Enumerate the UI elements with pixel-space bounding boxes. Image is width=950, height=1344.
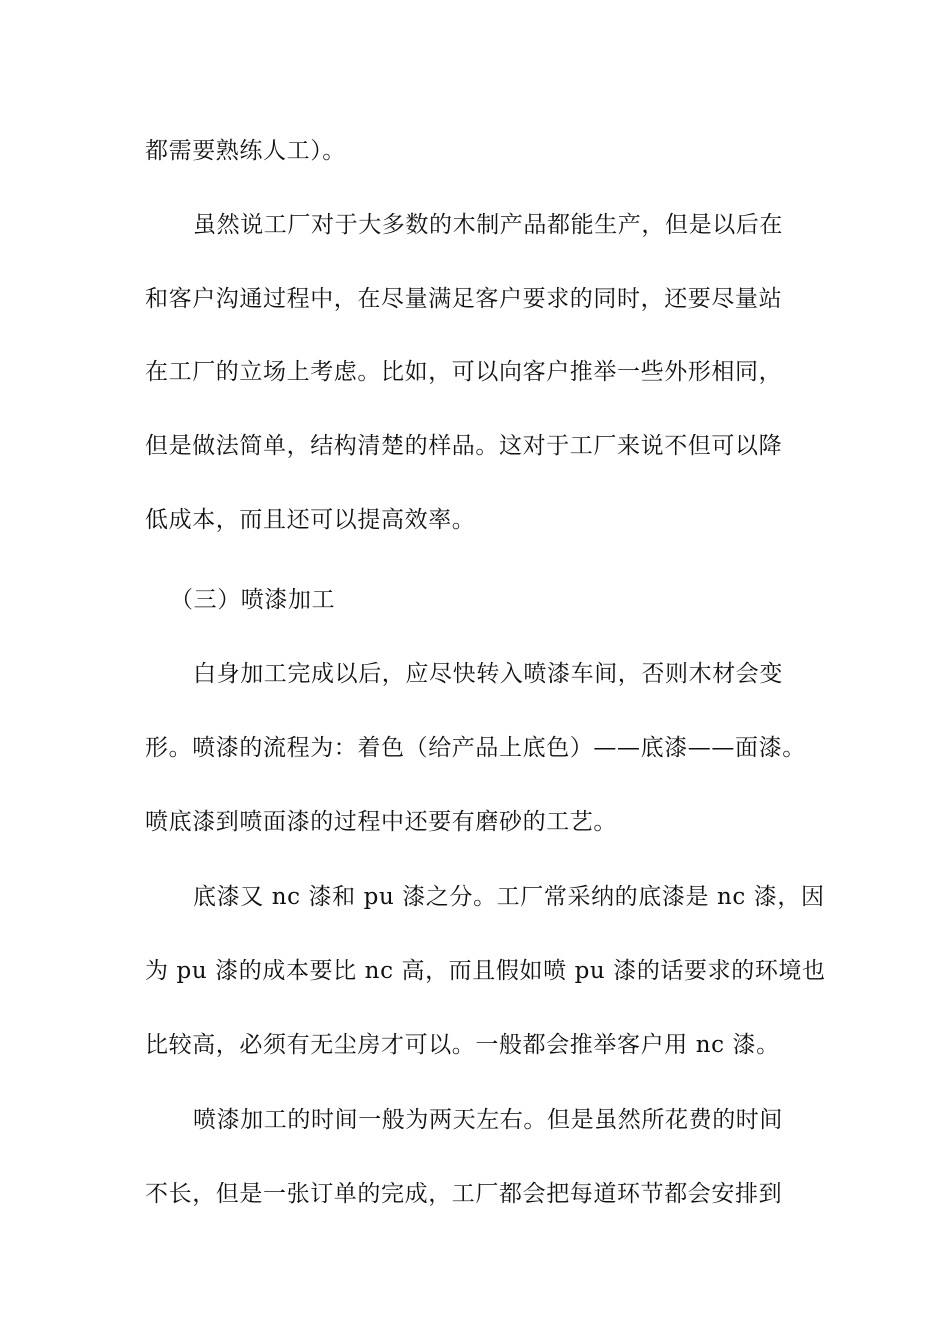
text-line: 为 pu 漆的成本要比 nc 高，而且假如喷 pu 漆的话要求的环境也 xyxy=(145,958,826,984)
text-line: 都需要熟练人工）。 xyxy=(145,138,346,164)
paragraph-first-line: 白身加工完成以后，应尽快转入喷漆车间，否则木材会变 xyxy=(193,661,783,687)
paragraph-first-line: 喷漆加工的时间一般为两天左右。但是虽然所花费的时间 xyxy=(193,1107,783,1133)
text-line: 和客户沟通过程中，在尽量满足客户要求的同时，还要尽量站 xyxy=(145,286,783,312)
text-line: 喷底漆到喷面漆的过程中还要有磨砂的工艺。 xyxy=(145,809,617,835)
text-line: 不长，但是一张订单的完成，工厂都会把每道环节都会安排到 xyxy=(145,1181,783,1207)
text-line: 形。喷漆的流程为：着色（给产品上底色）——底漆——面漆。 xyxy=(145,735,806,761)
paragraph-first-line: 虽然说工厂对于大多数的木制产品都能生产，但是以后在 xyxy=(193,212,783,238)
section-heading: （三）喷漆加工 xyxy=(170,587,336,613)
text-line: 在工厂的立场上考虑。比如，可以向客户推举一些外形相同， xyxy=(145,359,783,385)
paragraph-first-line: 底漆又 nc 漆和 pu 漆之分。工厂常采纳的底漆是 nc 漆，因 xyxy=(193,884,825,910)
text-line: 比较高，必须有无尘房才可以。一般都会推举客户用 nc 漆。 xyxy=(145,1032,780,1058)
text-line: 但是做法简单，结构清楚的样品。这对于工厂来说不但可以降 xyxy=(145,433,783,459)
text-line: 低成本，而且还可以提高效率。 xyxy=(145,507,476,533)
